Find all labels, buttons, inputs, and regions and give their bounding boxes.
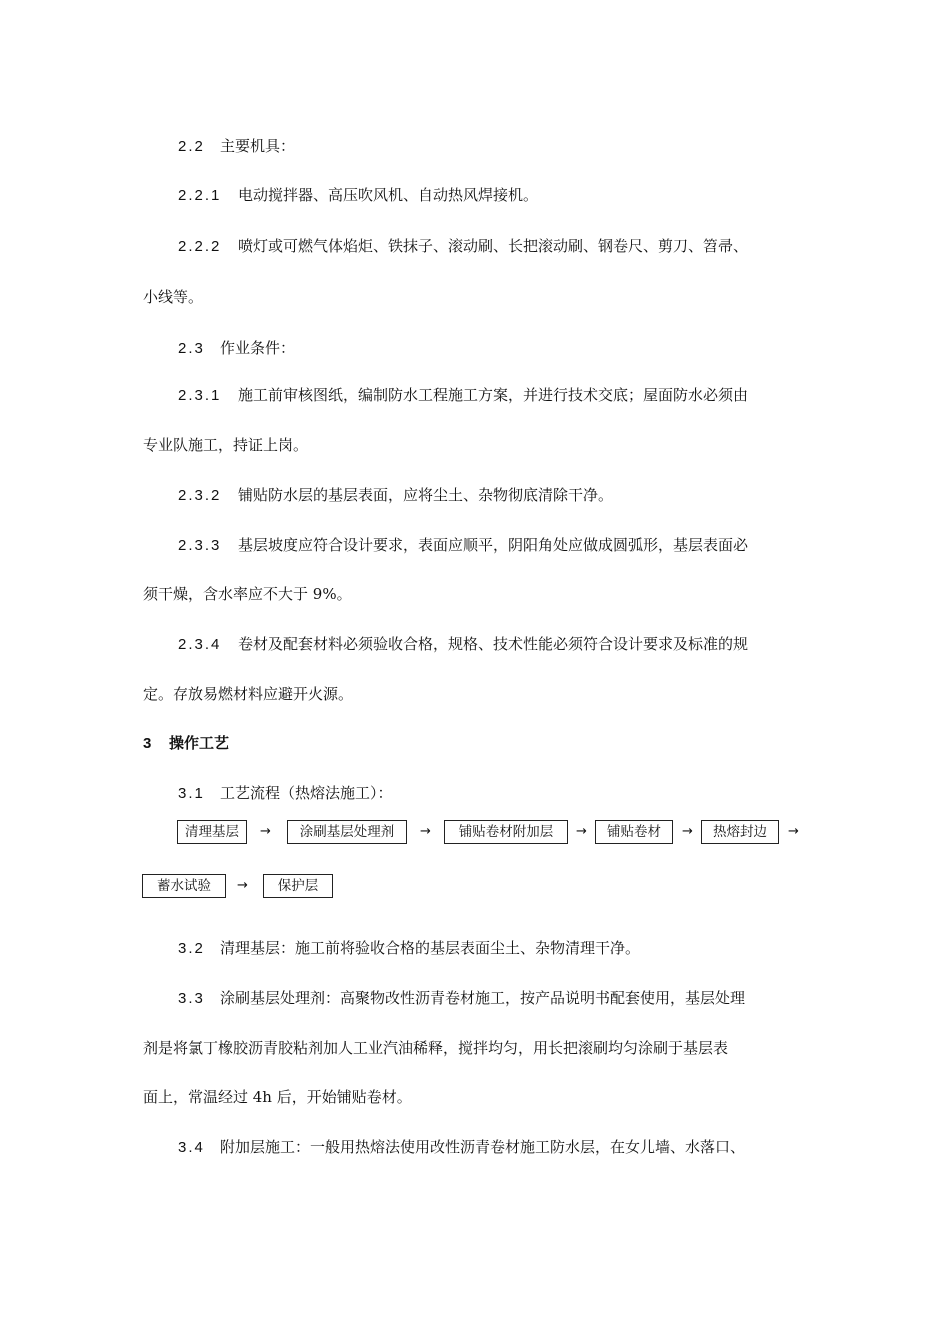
section-number: 3.3 bbox=[178, 990, 205, 1007]
section-number: 3.1 bbox=[178, 785, 205, 802]
flow-arrow: → bbox=[576, 824, 587, 839]
para-2-3-1 bbox=[178, 385, 748, 406]
flow-arrow: → bbox=[682, 824, 693, 839]
flow-arrow: → bbox=[420, 824, 431, 839]
section-heading-3 bbox=[143, 734, 229, 754]
para-text: 涂刷基层处理剂：高聚物改性沥青卷材施工，按产品说明书配套使用，基层处理 bbox=[220, 989, 746, 1007]
para-text: 电动搅拌器、高压吹风机、自动热风焊接机。 bbox=[238, 186, 539, 204]
para-text: 铺贴防水层的基层表面，应将尘土、杂物彻底清除干净。 bbox=[238, 486, 614, 504]
para-2-2-1 bbox=[178, 185, 538, 206]
para-3-2 bbox=[178, 938, 640, 959]
para-text: 工艺流程（热熔法施工）： bbox=[220, 784, 393, 802]
section-number: 2.3.3 bbox=[178, 537, 222, 554]
section-number: 2.3.2 bbox=[178, 487, 222, 504]
para-text: 主要机具： bbox=[220, 137, 296, 155]
para-text: 基层坡度应符合设计要求，表面应顺平，阴阳角处应做成圆弧形，基层表面必 bbox=[238, 536, 749, 554]
flow-step: 铺贴卷材附加层 bbox=[444, 820, 568, 844]
para-continuation bbox=[143, 435, 308, 455]
para-text: 定。存放易燃材料应避开火源。 bbox=[143, 685, 354, 703]
para-text: 清理基层：施工前将验收合格的基层表面尘土、杂物清理干净。 bbox=[220, 939, 641, 957]
para-text: 附加层施工：一般用热熔法使用改性沥青卷材施工防水层，在女儿墙、水落口、 bbox=[220, 1138, 746, 1156]
section-number: 3 bbox=[143, 735, 154, 752]
para-text: 须干燥，含水率应不大于 9%。 bbox=[143, 585, 352, 603]
section-number: 2.2.1 bbox=[178, 187, 222, 204]
section-number: 2.3 bbox=[178, 340, 205, 357]
flow-arrow: → bbox=[237, 878, 248, 893]
para-3-1 bbox=[178, 783, 393, 804]
para-text: 面上，常温经过 4h 后，开始铺贴卷材。 bbox=[143, 1088, 412, 1106]
para-text: 剂是将氯丁橡胶沥青胶粘剂加人工业汽油稀释，搅拌均匀，用长把滚刷均匀涂刷于基层表 bbox=[143, 1039, 729, 1057]
para-continuation bbox=[143, 684, 353, 704]
flow-step: 铺贴卷材 bbox=[595, 820, 673, 844]
para-text: 专业队施工，持证上岗。 bbox=[143, 436, 309, 454]
para-2-3 bbox=[178, 338, 295, 359]
flow-step: 热熔封边 bbox=[701, 820, 779, 844]
para-3-3 bbox=[178, 988, 745, 1009]
para-2-3-4 bbox=[178, 634, 748, 655]
section-number: 2.2 bbox=[178, 138, 205, 155]
section-number: 2.3.1 bbox=[178, 387, 222, 404]
flow-step: 清理基层 bbox=[177, 820, 247, 844]
para-continuation bbox=[143, 1038, 728, 1058]
flow-arrow: → bbox=[260, 824, 271, 839]
para-2-3-2 bbox=[178, 485, 613, 506]
para-2-2-2 bbox=[178, 236, 748, 257]
para-continuation bbox=[143, 1087, 412, 1107]
para-text: 喷灯或可燃气体焰炬、铁抹子、滚动刷、长把滚动刷、钢卷尺、剪刀、笤帚、 bbox=[238, 237, 749, 255]
para-text: 施工前审核图纸，编制防水工程施工方案，并进行技术交底；屋面防水必须由 bbox=[238, 386, 749, 404]
flow-step: 涂刷基层处理剂 bbox=[287, 820, 407, 844]
para-2-3-3 bbox=[178, 535, 748, 556]
flow-step: 保护层 bbox=[263, 874, 333, 898]
heading-text: 操作工艺 bbox=[169, 735, 230, 752]
para-text: 作业条件： bbox=[220, 339, 296, 357]
para-3-4 bbox=[178, 1137, 745, 1158]
para-continuation bbox=[143, 287, 203, 307]
para-2-2 bbox=[178, 136, 295, 157]
para-text: 小线等。 bbox=[143, 288, 204, 306]
flow-arrow: → bbox=[788, 824, 799, 839]
section-number: 3.4 bbox=[178, 1139, 205, 1156]
section-number: 2.3.4 bbox=[178, 636, 222, 653]
section-number: 3.2 bbox=[178, 940, 205, 957]
para-text: 卷材及配套材料必须验收合格，规格、技术性能必须符合设计要求及标准的规 bbox=[238, 635, 749, 653]
section-number: 2.2.2 bbox=[178, 238, 222, 255]
flow-step: 蓄水试验 bbox=[142, 874, 226, 898]
para-continuation bbox=[143, 584, 352, 604]
